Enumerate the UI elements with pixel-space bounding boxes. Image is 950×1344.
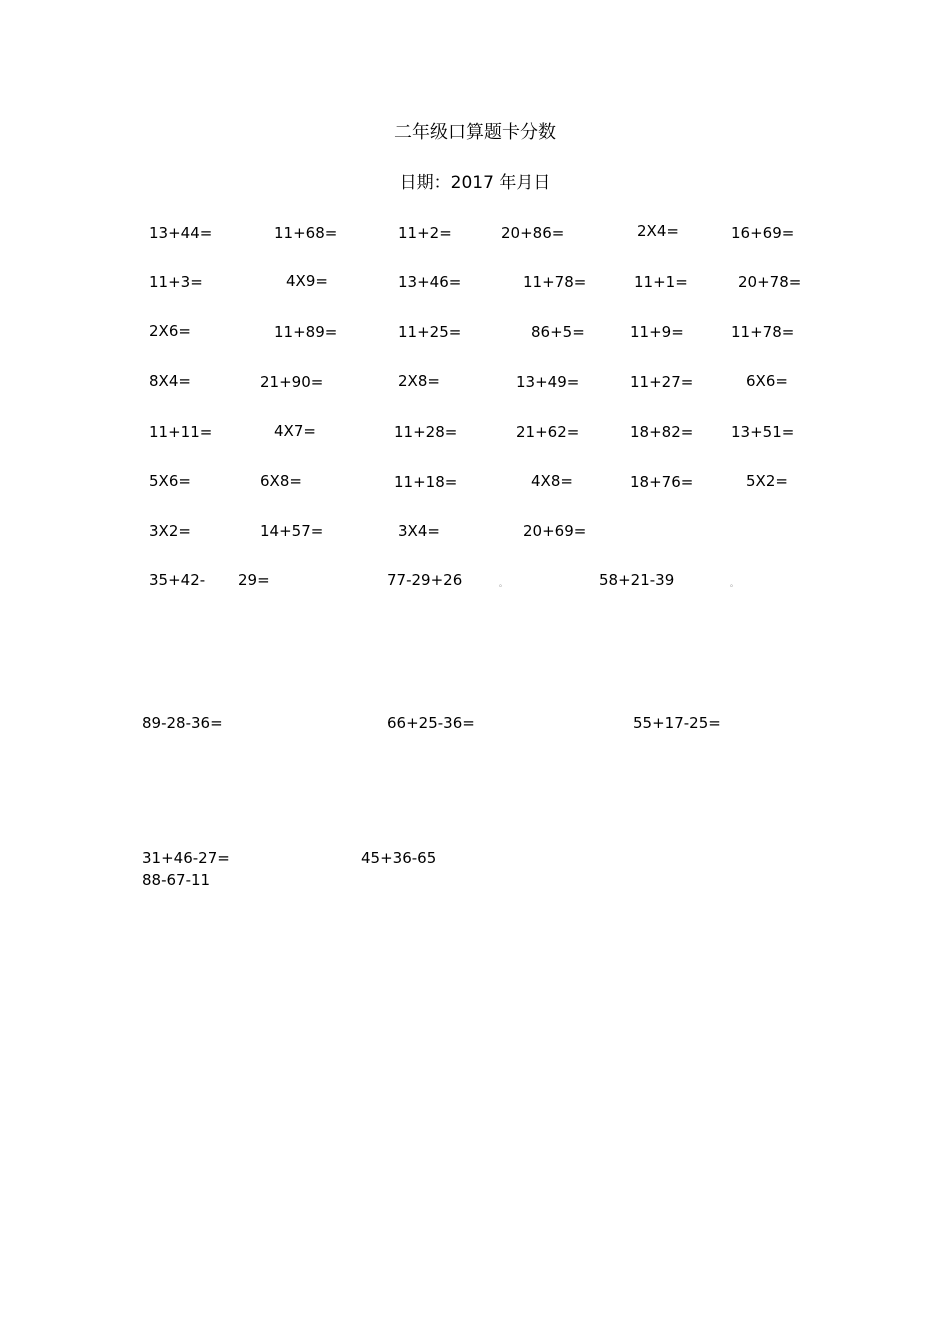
problem: 5X2= — [746, 472, 788, 490]
problem: 11+78= — [523, 273, 587, 291]
problem: 11+2= — [398, 224, 452, 242]
problem: 11+18= — [394, 473, 458, 491]
problem: 13+51= — [731, 423, 795, 441]
page-title: 二年级口算题卡分数 — [394, 122, 556, 143]
problem: 11+27= — [630, 373, 694, 391]
problem: 11+78= — [731, 323, 795, 341]
date-line: 日期：2017 年月日 — [399, 173, 551, 193]
problem: 11+9= — [630, 323, 684, 341]
problem: 2X8= — [398, 372, 440, 390]
mixed-problem: 88-67-11 — [142, 871, 211, 889]
mixed-problem: 45+36-65 — [361, 849, 437, 867]
problem: 6X6= — [746, 372, 788, 390]
problem: 5X6= — [149, 472, 191, 490]
problem: 13+49= — [516, 373, 580, 391]
period-mark: 。 — [730, 579, 738, 588]
problem: 86+5= — [531, 323, 585, 341]
problem: 18+82= — [630, 423, 694, 441]
problem: 21+90= — [260, 373, 324, 391]
problem: 13+44= — [149, 224, 213, 242]
mixed-problem-part: 35+42- — [149, 571, 206, 589]
mixed-problem: 66+25-36= — [387, 714, 475, 732]
problem: 20+69= — [523, 522, 587, 540]
problem: 11+11= — [149, 423, 213, 441]
problem: 11+3= — [149, 273, 203, 291]
mixed-problem: 31+46-27= — [142, 849, 230, 867]
mixed-problem: 77-29+26 — [387, 571, 463, 589]
problem: 3X4= — [398, 522, 440, 540]
mixed-problem: 55+17-25= — [633, 714, 721, 732]
problem: 11+25= — [398, 323, 462, 341]
problem: 4X8= — [531, 472, 573, 490]
problem: 11+1= — [634, 273, 688, 291]
problem: 8X4= — [149, 372, 191, 390]
problem: 2X6= — [149, 322, 191, 340]
problem: 6X8= — [260, 472, 302, 490]
problem: 20+86= — [501, 224, 565, 242]
problem: 14+57= — [260, 522, 324, 540]
problem: 20+78= — [738, 273, 802, 291]
problem: 4X9= — [286, 272, 328, 290]
mixed-problem-part: 29= — [238, 571, 270, 589]
problem: 11+68= — [274, 224, 338, 242]
problem: 2X4= — [637, 222, 679, 240]
problem: 18+76= — [630, 473, 694, 491]
mixed-problem: 89-28-36= — [142, 714, 223, 732]
mixed-problem: 58+21-39 — [599, 571, 675, 589]
period-mark: 。 — [499, 579, 507, 588]
problem: 13+46= — [398, 273, 462, 291]
problem: 4X7= — [274, 422, 316, 440]
problem: 16+69= — [731, 224, 795, 242]
problem: 21+62= — [516, 423, 580, 441]
problem: 3X2= — [149, 522, 191, 540]
problem: 11+89= — [274, 323, 338, 341]
problem: 11+28= — [394, 423, 458, 441]
